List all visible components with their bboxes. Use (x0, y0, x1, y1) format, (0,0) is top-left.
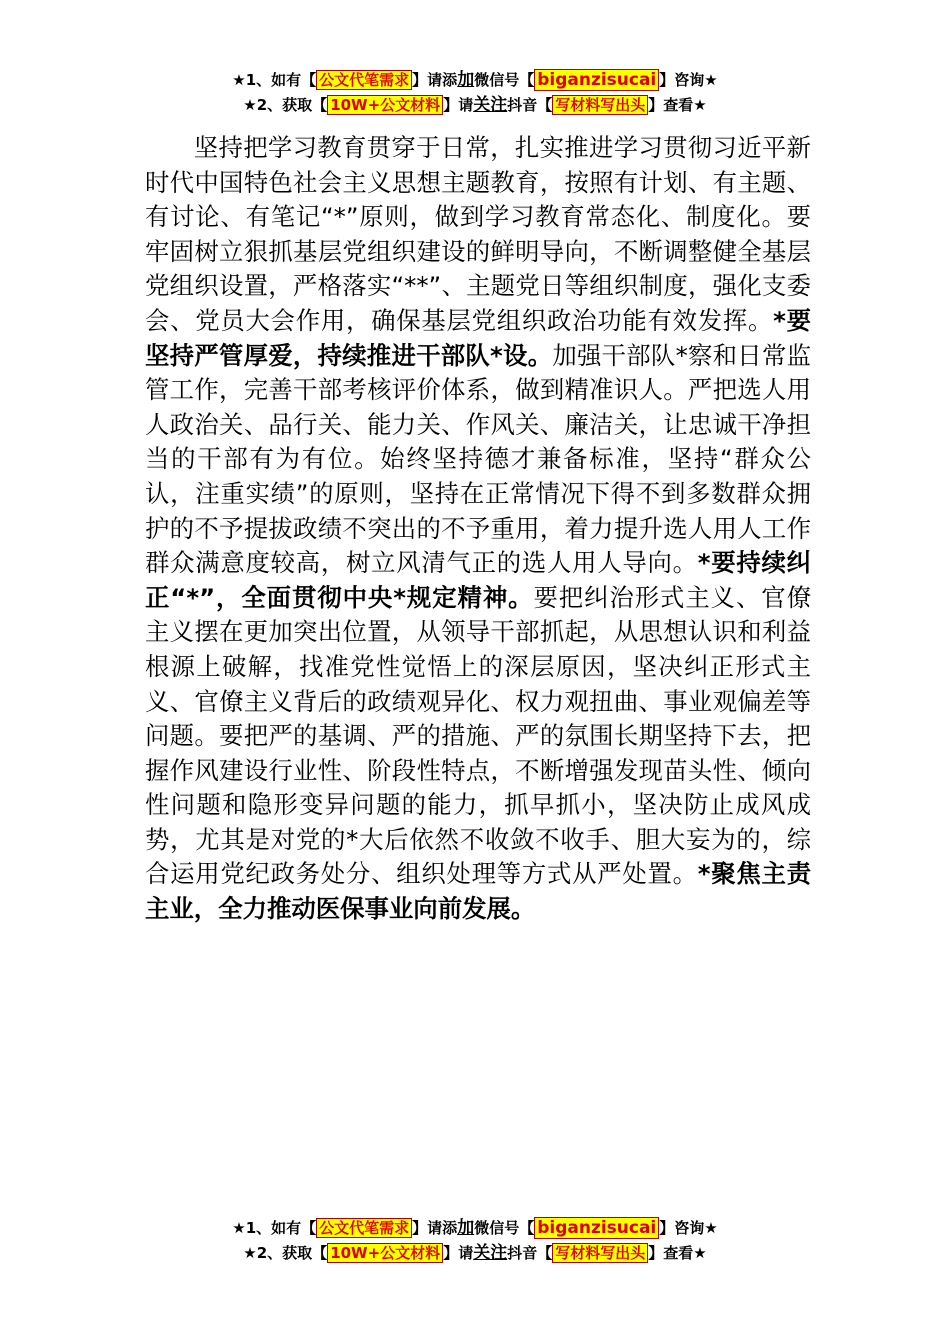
banner-highlight: 公文代笔需求 (316, 1218, 412, 1238)
banner-text: 微信号【 (474, 71, 535, 89)
banner-text: 抖音【 (507, 96, 553, 114)
banner-highlight: biganzisucai (534, 1217, 659, 1239)
banner-underline: 加 (457, 1218, 475, 1238)
paragraph-text: 加强干部队*察和日常监管工作，完善干部考核评价体系，做到精准识人。严把选人用人政治关、品行关、能力关、作风关、廉洁关，让忠诚干净担当的干部有为有位。始终坚持德才兼备标准，坚持“群众公认，注重实绩”的原则，坚持在正常情况下得不到多数群众拥护的不予提拔政绩不突出的不予重用，着力提升选人用人工作群众满意度较高，树立风清气正的选人用人导向。 (145, 340, 811, 578)
banner-text: 】查看★ (648, 1244, 707, 1262)
banner-line-2 (0, 1241, 950, 1266)
banner-text: 抖音【 (507, 1244, 553, 1262)
banner-text: 】请添 (412, 1219, 458, 1237)
banner-line-1 (0, 1216, 950, 1241)
banner-text: 】查看★ (648, 96, 707, 114)
banner-text: ★2、获取【 (243, 1244, 328, 1262)
banner-highlight: 10W+公文材料 (327, 1243, 443, 1263)
banner-text: 】请 (443, 96, 474, 114)
header-banner (0, 68, 950, 118)
document-paragraph (145, 131, 811, 927)
banner-text: ★2、获取【 (243, 96, 328, 114)
paragraph-text: 要把纠治形式主义、官僚主义摆在更加突出位置，从领导干部抓起，从思想认识和利益根源上破解，找准党性觉悟上的深层原因，坚决纠正形式主义、官僚主义背后的政绩观异化、权力观扭曲、事业观偏差等问题。要把严的基调、严的措施、严的氛围长期坚持下去，把握作风建设行业性、阶段性特点，不断增强发现苗头性、倾向性问题和隐形变异问题的能力，抓早抓小，坚决防止成风成势，尤其是对党的*大后依然不收敛不收手、胆大妄为的，综合运用党纪政务处分、组织处理等方式从严处置。 (145, 582, 811, 889)
banner-text: 】咨询★ (659, 1219, 718, 1237)
banner-highlight: 10W+公文材料 (327, 95, 443, 115)
footer-banner (0, 1216, 950, 1266)
banner-text: 】请添 (412, 71, 458, 89)
bold-heading: *要坚持严管厚爱，持续推进干部队*设。 (145, 305, 811, 370)
banner-text: 】请 (443, 1244, 474, 1262)
banner-highlight: 公文代笔需求 (316, 70, 412, 90)
banner-text: 】咨询★ (659, 71, 718, 89)
bold-heading: *要持续纠正“*”，全面贯彻中央*规定精神。 (145, 548, 811, 612)
banner-underline: 加 (457, 70, 475, 90)
banner-text: 微信号【 (474, 1219, 535, 1237)
banner-line-1 (0, 68, 950, 93)
banner-highlight: 写材料写出头 (552, 95, 648, 115)
banner-highlight: biganzisucai (534, 69, 659, 91)
banner-underline: 关注 (473, 1243, 508, 1263)
banner-text: ★1、如有【 (232, 71, 317, 89)
banner-line-2 (0, 93, 950, 118)
banner-highlight: 写材料写出头 (552, 1243, 648, 1263)
paragraph-text: 坚持把学习教育贯穿于日常，扎实推进学习贯彻习近平新时代中国特色社会主义思想主题教育，按照有计划、有主题、有讨论、有笔记“*”原则，做到学习教育常态化、制度化。要牢固树立狠抓基层党组织建设的鲜明导向，不断调整健全基层党组织设置，严格落实“**”、主题党日等组织制度，强化支委会、党员大会作用，确保基层党组织政治功能有效发挥。 (145, 133, 811, 335)
banner-underline: 关注 (473, 95, 508, 115)
bold-heading: *聚焦主责主业，全力推动医保事业向前发展。 (145, 859, 811, 924)
banner-text: ★1、如有【 (232, 1219, 317, 1237)
